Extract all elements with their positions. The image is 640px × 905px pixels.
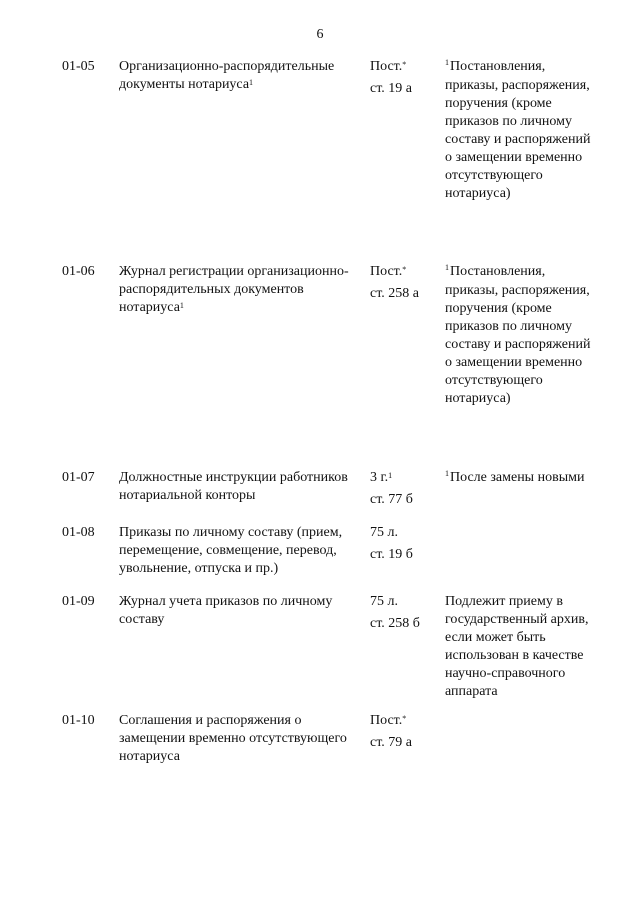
row-title-footnote: 1 (179, 301, 184, 310)
row-title: Приказы по личному составу (прием, перемещение, совмещение, перевод, увольнение, отпуска и пр.) (119, 525, 343, 576)
row-title: Соглашения и распоряжения о замещении временно отсутствующего нотариуса (119, 713, 347, 764)
row-code: 01-09 (62, 594, 95, 609)
row-term-text: 3 г. (370, 470, 389, 485)
row-article: ст. 258 б (370, 616, 420, 631)
row-title-text: Организационно-распорядительные документы нотариуса (119, 59, 335, 92)
row-term (370, 524, 436, 564)
row-code: 01-07 (62, 470, 95, 485)
row-article: ст. 19 а (370, 81, 412, 96)
row-note-footnote: 1 (445, 263, 449, 272)
row-article: ст. 19 б (370, 547, 413, 562)
row-code: 01-06 (62, 264, 95, 279)
row-term-text: Пост. (370, 264, 403, 279)
row-note (445, 469, 595, 488)
row-note-text: Постановления, приказы, распоряжения, поручения (кроме приказов по личному составу и распоряжений о замещении временно отсутствующего нотариуса) (445, 59, 591, 201)
row-note-text: Постановления, приказы, распоряжения, поручения (кроме приказов по личному составу и распоряжений о замещении временно отсутствующего нотариуса) (445, 264, 591, 406)
row-note-text: После замены новыми (450, 470, 585, 485)
row-term-text: 75 л. (370, 594, 398, 609)
row-code: 01-08 (62, 525, 95, 540)
row-term-footnote: 1 (388, 471, 393, 480)
row-term-footnote: * (402, 60, 407, 69)
row-note-footnote: 1 (445, 58, 449, 67)
row-code: 01-05 (62, 59, 95, 74)
row-term (370, 469, 436, 509)
row-term (370, 263, 436, 303)
row-term-footnote: * (402, 265, 407, 274)
row-title-footnote: 1 (249, 78, 254, 87)
row-term-footnote: * (402, 714, 407, 723)
row-article: ст. 79 а (370, 735, 412, 750)
row-term (370, 712, 436, 752)
row-title: Журнал учета приказов по личному составу (119, 594, 333, 627)
row-term-text: Пост. (370, 713, 403, 728)
row-term-text: 75 л. (370, 525, 398, 540)
row-note-footnote: 1 (445, 469, 449, 478)
row-title (119, 58, 359, 94)
row-term-text: Пост. (370, 59, 403, 74)
page-number: 6 (316, 27, 324, 42)
row-note (445, 263, 595, 408)
row-term (370, 58, 436, 98)
row-code: 01-10 (62, 713, 95, 728)
row-title (119, 263, 359, 317)
row-title: Должностные инструкции работников нотариальной конторы (119, 470, 348, 503)
row-title-text: Журнал регистрации организационно-распорядительных документов нотариуса (119, 264, 349, 315)
row-note: Подлежит приему в государственный архив, если может быть использован в качестве научно-справочного аппарата (445, 594, 589, 699)
row-term (370, 593, 436, 633)
row-article: ст. 77 б (370, 492, 413, 507)
row-note (445, 58, 595, 203)
row-article: ст. 258 а (370, 286, 419, 301)
